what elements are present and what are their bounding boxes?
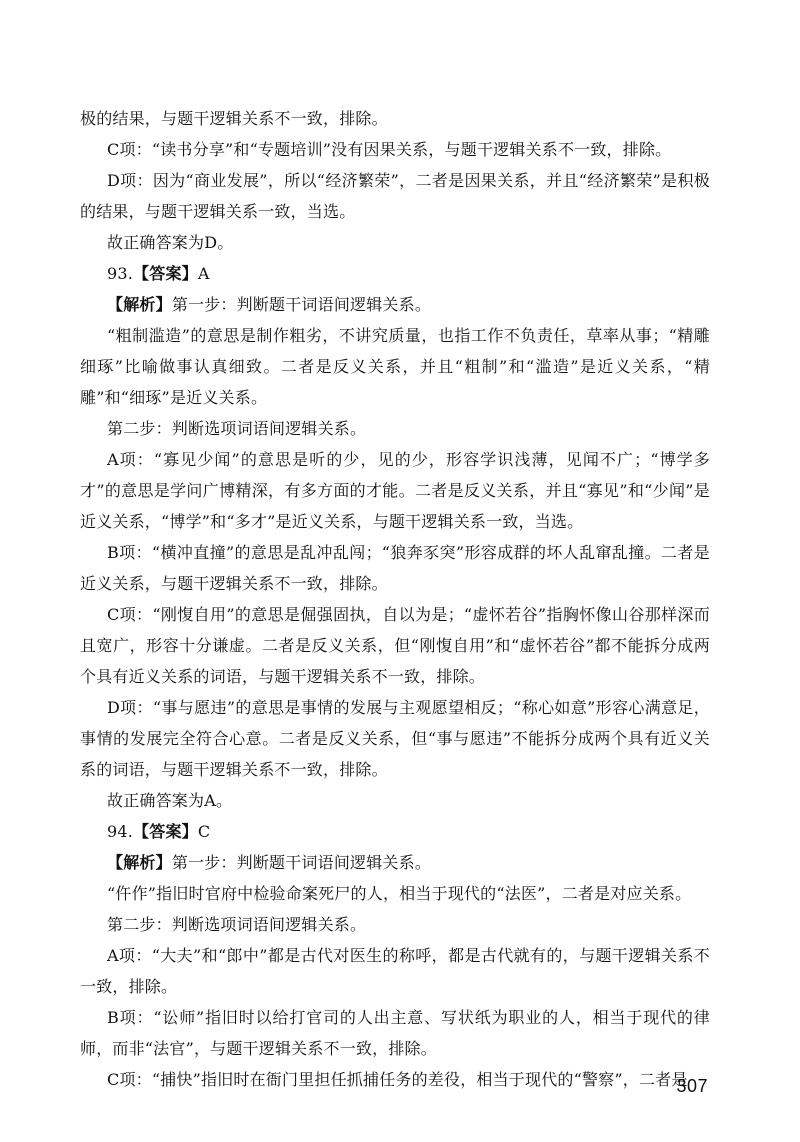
section-label: 【答案】	[133, 264, 198, 283]
paragraph-text: A	[197, 264, 210, 283]
paragraph	[80, 258, 710, 289]
paragraph	[80, 909, 710, 940]
paragraph-text: A项：“寡见少闻”的意思是听的少，见的少，形容学识浅薄，见闻不广；“博学多才”的意思是学问广博精深，有多方面的才能。二者是反义关系，并且“寡见”和“少闻”是近义关系，“博学”和“多才”是近义关系，与题干逻辑关系一致，当选。	[80, 450, 710, 531]
paragraph-text: B项：“讼师”指旧时以给打官司的人出主意、写状纸为职业的人，相当于现代的律师，而非“法官”，与题干逻辑关系不一致，排除。	[80, 1008, 710, 1058]
section-label: 【解析】	[107, 853, 172, 872]
section-label: 【解析】	[107, 295, 172, 314]
question-number: 94.	[107, 822, 134, 841]
paragraph	[80, 847, 710, 878]
paragraph	[80, 1064, 710, 1095]
paragraph	[80, 413, 710, 444]
paragraph-text: “仵作”指旧时官府中检验命案死尸的人，相当于现代的“法医”，二者是对应关系。	[107, 884, 692, 903]
paragraph-text: 极的结果，与题干逻辑关系不一致，排除。	[80, 109, 388, 128]
paragraph	[80, 289, 710, 320]
paragraph	[80, 320, 710, 413]
question-number: 93.	[107, 264, 134, 283]
page-body	[80, 103, 710, 1095]
paragraph-text: C项：“捕快”指旧时在衙门里担任抓捕任务的差役，相当于现代的“警察”，二者是	[107, 1070, 688, 1089]
page-number: 307	[676, 1076, 708, 1096]
paragraph-text: C项：“刚愎自用”的意思是倔强固执，自以为是；“虚怀若谷”指胸怀像山谷那样深而且宽广，形容十分谦虚。二者是反义关系，但“刚愎自用”和“虚怀若谷”都不能拆分成两个具有近义关系的词语，与题干逻辑关系不一致，排除。	[80, 605, 710, 686]
section-label: 【答案】	[133, 822, 198, 841]
paragraph-text: “粗制滥造”的意思是制作粗劣，不讲究质量，也指工作不负责任，草率从事；“精雕细琢”比喻做事认真细致。二者是反义关系，并且“粗制”和“滥造”是近义关系，“精雕”和“细琢”是近义关系。	[80, 326, 710, 407]
paragraph	[80, 785, 710, 816]
paragraph-text: A项：“大夫”和“郎中”都是古代对医生的称呼，都是古代就有的，与题干逻辑关系不一致，排除。	[80, 946, 710, 996]
paragraph	[80, 134, 710, 165]
paragraph	[80, 692, 710, 785]
paragraph	[80, 103, 710, 134]
paragraph-text: 第二步：判断选项词语间逻辑关系。	[107, 419, 367, 438]
paragraph-text: B项：“横冲直撞”的意思是乱冲乱闯；“狼奔豕突”形容成群的坏人乱窜乱撞。二者是近义关系，与题干逻辑关系不一致，排除。	[80, 543, 710, 593]
paragraph-text: 第一步：判断题干词语间逻辑关系。	[171, 853, 432, 872]
paragraph-text: 故正确答案为A。	[107, 791, 233, 810]
paragraph-text: 故正确答案为D。	[107, 233, 234, 252]
paragraph	[80, 1002, 710, 1064]
paragraph	[80, 878, 710, 909]
paragraph	[80, 227, 710, 258]
paragraph-text: 第一步：判断题干词语间逻辑关系。	[171, 295, 432, 314]
paragraph-text: 第二步：判断选项词语间逻辑关系。	[107, 915, 367, 934]
paragraph	[80, 940, 710, 1002]
paragraph-text: D项：因为“商业发展”，所以“经济繁荣”，二者是因果关系，并且“经济繁荣”是积极的结果，与题干逻辑关系一致，当选。	[80, 171, 710, 221]
paragraph-text: C	[197, 822, 211, 841]
paragraph	[80, 537, 710, 599]
paragraph-text: D项：“事与愿违”的意思是事情的发展与主观愿望相反；“称心如意”形容心满意足，事情的发展完全符合心意。二者是反义关系，但“事与愿违”不能拆分成两个具有近义关系的词语，与题干逻辑关系不一致，排除。	[80, 698, 710, 779]
paragraph	[80, 165, 710, 227]
paragraph	[80, 444, 710, 537]
paragraph-text: C项：“读书分享”和“专题培训”没有因果关系，与题干逻辑关系不一致，排除。	[107, 140, 672, 159]
paragraph	[80, 599, 710, 692]
paragraph	[80, 816, 710, 847]
